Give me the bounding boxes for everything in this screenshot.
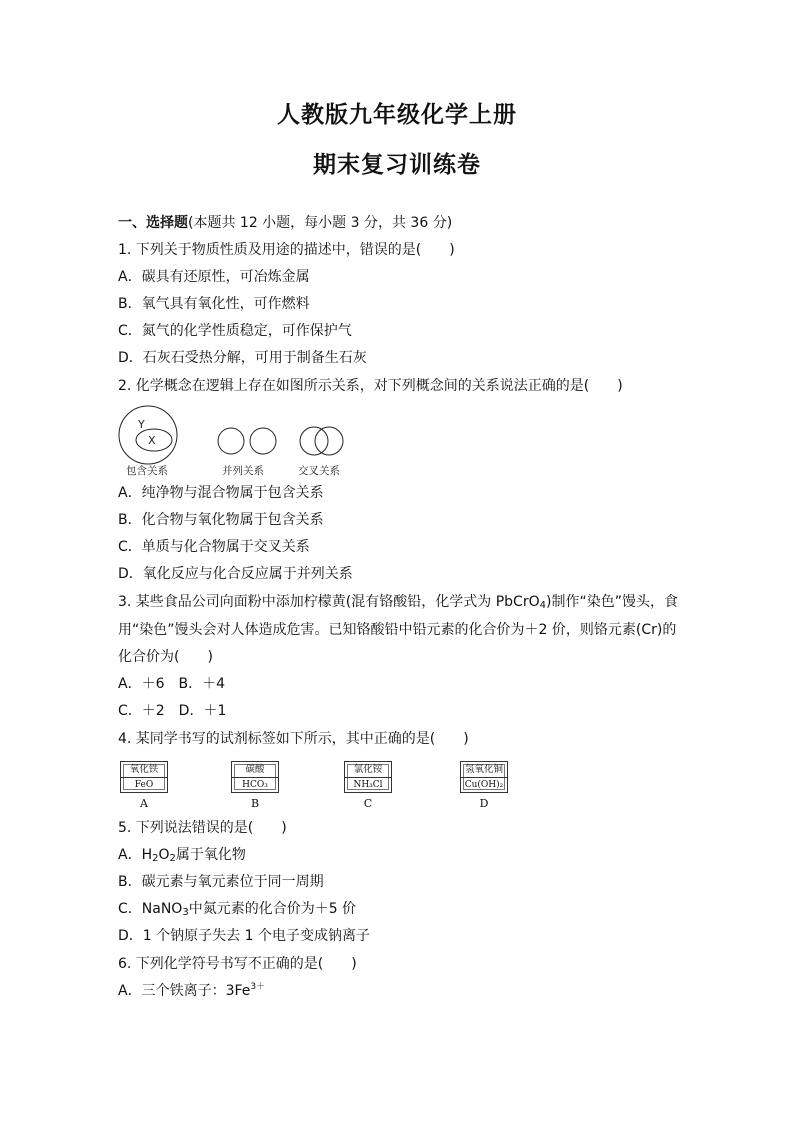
q2-option-b: B．化合物与氧化物属于包含关系 <box>118 512 324 528</box>
reagent-name: 氢氧化铜 <box>461 762 507 778</box>
q3-options-cd: C．＋2 D．＋1 <box>118 703 227 719</box>
q2-stem: 2. 化学概念在逻辑上存在如图所示关系，对下列概念间的关系说法正确的是( ) <box>118 378 623 394</box>
reagent-label-c <box>344 761 392 793</box>
reagent-formula: NH₃Cl <box>353 780 383 790</box>
q5-a-sub1: 2 <box>152 853 159 864</box>
q1-option-b: B．氧气具有氧化性，可作燃料 <box>118 296 310 312</box>
reagent-name: 氧化铁 <box>121 762 167 778</box>
reagent-formula: HCO₃ <box>242 780 268 790</box>
q5-option-c <box>118 900 356 918</box>
reagent-letter-b: B <box>250 797 260 810</box>
reagent-letter-a: A <box>140 797 148 810</box>
q3-line3: 化合价为( ) <box>118 649 213 665</box>
reagent-formula: Cu(OH)₂ <box>464 780 504 790</box>
q5-option-d: D．1 个钠原子失去 1 个电子变成钠离子 <box>118 928 370 944</box>
q1-option-c: C．氮气的化学性质稳定，可作保护气 <box>118 323 352 339</box>
q6-a-pre: A．三个铁离子：3Fe <box>118 983 251 999</box>
fig-label-cross: 交叉关系 <box>298 465 340 477</box>
q5-stem: 5. 下列说法错误的是( ) <box>118 820 287 836</box>
document-title: 人教版九年级化学上册 <box>277 101 517 128</box>
q1-option-a: A．碳具有还原性，可冶炼金属 <box>118 269 310 285</box>
q5-c-sub: 3 <box>182 907 189 918</box>
cross-circle-right <box>315 427 343 455</box>
q6-stem: 6. 下列化学符号书写不正确的是( ) <box>118 956 357 972</box>
reagent-label-d <box>460 761 508 793</box>
section-title: 一、选择题 <box>118 215 188 231</box>
q5-a-pre: A．H <box>118 847 153 863</box>
fig-y-label: Y <box>138 418 145 431</box>
q5-option-b: B．碳元素与氧元素位于同一周期 <box>118 874 324 890</box>
q5-a-post: 属于氧化物 <box>175 847 246 863</box>
reagent-formula: FeO <box>134 780 154 790</box>
q3-line2: 用“染色”馒头会对人体造成危害。已知铬酸铅中铅元素的化合价为＋2 价，则铬元素(Cr)的 <box>118 622 677 638</box>
q3-line1-text: 3. 某些食品公司向面粉中添加柠檬黄(混有铬酸铅，化学式为 PbCrO <box>118 594 540 610</box>
q2-option-a: A．纯净物与混合物属于包含关系 <box>118 485 324 501</box>
q5-c-pre: C．NaNO <box>118 901 183 917</box>
q5-option-a <box>118 846 246 864</box>
q2-option-c: C．单质与化合物属于交叉关系 <box>118 539 310 555</box>
q4-stem: 4. 某同学书写的试剂标签如下所示，其中正确的是( ) <box>118 731 469 747</box>
q6-a-sup: 3＋ <box>250 982 266 992</box>
reagent-name: 碳酸 <box>232 762 278 778</box>
q6-option-a <box>118 982 265 1000</box>
document-subtitle: 期末复习训练卷 <box>313 151 481 178</box>
section-heading <box>118 214 452 232</box>
fig-label-parallel: 并列关系 <box>222 465 264 477</box>
reagent-label-b <box>231 761 279 793</box>
fig-label-inclusion: 包含关系 <box>126 465 168 477</box>
reagent-letter-c: C <box>363 797 373 810</box>
cross-circle-left <box>300 427 328 455</box>
reagent-label-a <box>120 761 168 793</box>
fig-x-label: X <box>148 434 156 447</box>
section-note: (本题共 12 小题，每小题 3 分，共 36 分) <box>188 215 453 231</box>
q3-line1-end: )制作“染色”馒头，食 <box>545 594 678 610</box>
q1-option-d: D．石灰石受热分解，可用于制备生石灰 <box>118 350 367 366</box>
parallel-circle-left <box>218 428 244 454</box>
q5-a-mid: O <box>158 847 170 863</box>
q5-a-sub2: 2 <box>169 853 176 864</box>
parallel-circle-right <box>250 428 276 454</box>
q5-c-post: 中氮元素的化合价为＋5 价 <box>188 901 357 917</box>
reagent-letter-d: D <box>479 797 489 810</box>
reagent-name: 氯化铵 <box>345 762 391 778</box>
q3-options-ab: A．＋6 B．＋4 <box>118 676 225 692</box>
q2-relation-figure <box>116 405 356 484</box>
q3-line1 <box>118 593 678 611</box>
q2-option-d: D．氧化反应与化合反应属于并列关系 <box>118 566 353 582</box>
q3-subscript: 4 <box>539 600 546 611</box>
q1-stem: 1. 下列关于物质性质及用途的描述中，错误的是( ) <box>118 242 455 258</box>
